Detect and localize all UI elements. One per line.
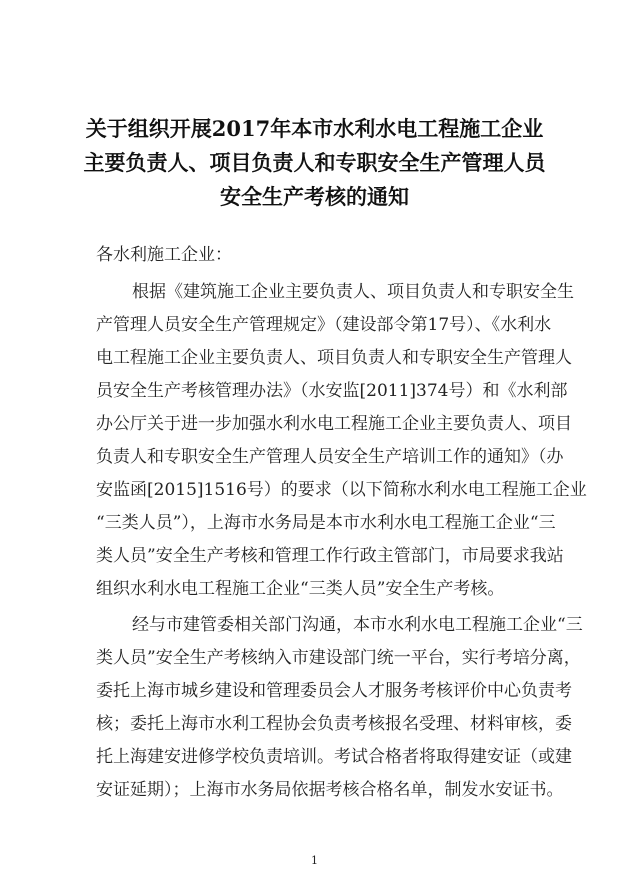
paragraph-line: 办公厅关于进一步加强水利水电工程施工企业主要负责人、项目 <box>96 414 572 434</box>
title-line: 关于组织开展2017年本市水利水电工程施工企业 <box>85 116 544 141</box>
title-line: 主要负责人、项目负责人和专职安全生产管理人员 <box>83 150 546 175</box>
paragraph-line: 经与市建管委相关部门沟通，本市水利水电工程施工企业“三 <box>132 615 583 635</box>
salutation: 各水利施工企业： <box>96 245 232 265</box>
paragraph-2 <box>96 609 583 807</box>
paragraph-line: 组织水利水电工程施工企业“三类人员”安全生产考核。 <box>96 579 505 599</box>
paragraph-line: 产管理人员安全生产管理规定》（建设部令第17号）、《水利水 <box>96 315 552 335</box>
document-title <box>0 112 629 214</box>
paragraph-line: 电工程施工企业主要负责人、项目负责人和专职安全生产管理人 <box>96 348 572 368</box>
paragraph-line: 类人员”安全生产考核和管理工作行政主管部门，市局要求我站 <box>96 546 564 566</box>
paragraph-1 <box>96 276 587 606</box>
paragraph-line: 安监函[2015]1516号）的要求（以下简称水利水电工程施工企业 <box>96 480 587 500</box>
paragraph-line: 负责人和专职安全生产管理人员安全生产培训工作的通知》（办 <box>96 447 564 467</box>
paragraph-line: 根据《建筑施工企业主要负责人、项目负责人和专职安全生 <box>132 282 574 302</box>
paragraph-line: 类人员”安全生产考核纳入市建设部门统一平台，实行考培分离， <box>96 648 581 668</box>
paragraph-line: 员安全生产考核管理办法》（水安监[2011]374号）和《水利部 <box>96 381 568 401</box>
paragraph-line: “三类人员”），上海市水务局是本市水利水电工程施工企业“三 <box>96 513 556 533</box>
paragraph-line: 托上海建安进修学校负责培训。考试合格者将取得建安证（或建 <box>96 747 572 767</box>
page-number: 1 <box>311 854 318 867</box>
paragraph-line: 安证延期）；上海市水务局依据考核合格名单，制发水安证书。 <box>96 780 564 800</box>
paragraph-line: 委托上海市城乡建设和管理委员会人才服务考核评价中心负责考 <box>96 681 572 701</box>
title-line: 安全生产考核的通知 <box>220 184 409 209</box>
paragraph-line: 核；委托上海市水利工程协会负责考核报名受理、材料审核，委 <box>96 714 572 734</box>
